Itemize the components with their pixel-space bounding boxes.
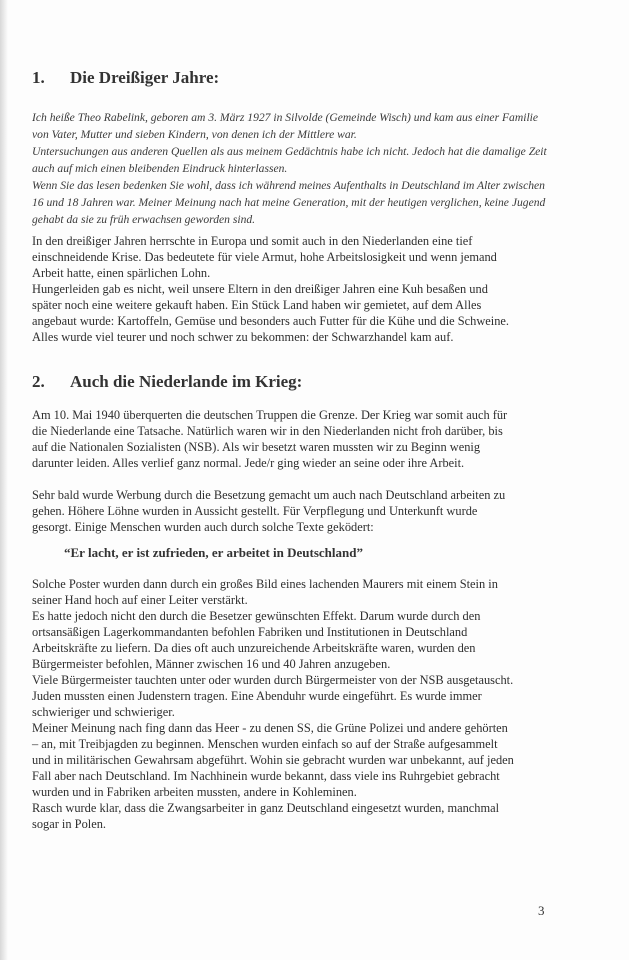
section-heading-2 xyxy=(32,372,302,392)
text-line: Fall aber nach Deutschland. Im Nachhinein wurde bekannt, dass viele ins Ruhrgebiet gebracht xyxy=(32,769,500,783)
text-line: Untersuchungen aus anderen Quellen als aus meinem Gedächtnis habe ich nicht. Jedoch hat die damalige Zeit xyxy=(32,145,547,158)
text-line: Es hatte jedoch nicht den durch die Besetzer gewünschten Effekt. Darum wurde durch den xyxy=(32,609,481,623)
text-line: und in militärischen Gewahrsam abgeführt. Wohin sie gebracht wurden war unbekannt, auf jeden xyxy=(32,753,514,767)
section-heading-1 xyxy=(32,68,219,88)
text-line: später noch eine weitere gekauft haben. Ein Stück Land haben wir gemietet, auf dem Alles xyxy=(32,298,482,312)
body-paragraph xyxy=(32,233,592,345)
body-paragraph xyxy=(32,407,592,471)
text-line: Wenn Sie das lesen bedenken Sie wohl, dass ich während meines Aufenthalts in Deutschland im Alter zwischen xyxy=(32,179,545,192)
intro-paragraph xyxy=(32,109,592,228)
text-line: Solche Poster wurden dann durch ein großes Bild eines lachenden Maurers mit einem Stein in xyxy=(32,577,498,591)
text-line: einschneidende Krise. Das bedeutete für viele Armut, hohe Arbeitslosigkeit und wenn jemand xyxy=(32,250,497,264)
text-line: auf die Nationalen Sozialisten (NSB). Als wir besetzt waren mussten wir zu Beginn wenig xyxy=(32,440,481,454)
text-line: Meiner Meinung nach fing dann das Heer - zu denen SS, die Grüne Polizei und andere gehörten xyxy=(32,721,508,735)
text-line: auch auf mich einen bleibenden Eindruck hinterlassen. xyxy=(32,162,288,175)
text-line: Bürgermeister befohlen, Männer zwischen 16 und 40 Jahren anzugeben. xyxy=(32,657,391,671)
page-edge-shadow xyxy=(0,0,8,960)
text-line: Alles wurde viel teurer und noch schwer zu bekommen: der Schwarzhandel kam auf. xyxy=(32,330,454,344)
text-line: Am 10. Mai 1940 überquerten die deutschen Truppen die Grenze. Der Krieg war somit auch für xyxy=(32,408,508,422)
page-number: 3 xyxy=(538,903,545,918)
text-line: schwieriger und schwieriger. xyxy=(32,705,175,719)
section-title: Auch die Niederlande im Krieg: xyxy=(70,372,303,391)
section-number: 2. xyxy=(32,372,45,391)
body-paragraph xyxy=(32,576,592,832)
text-line: gesorgt. Einige Menschen wurden auch durch solche Texte geködert: xyxy=(32,520,374,534)
propaganda-quote: “Er lacht, er ist zufrieden, er arbeitet in Deutschland” xyxy=(64,545,363,560)
text-line: wurden und in Fabriken arbeiten mussten, andere in Kohleminen. xyxy=(32,785,357,799)
text-line: Sehr bald wurde Werbung durch die Besetzung gemacht um auch nach Deutschland arbeiten zu xyxy=(32,488,506,502)
section-title: Die Dreißiger Jahre: xyxy=(70,68,220,87)
text-line: Arbeit hatte, einen spärlichen Lohn. xyxy=(32,266,211,280)
text-line: seiner Hand hoch auf einer Leiter verstärkt. xyxy=(32,593,248,607)
text-line: sogar in Polen. xyxy=(32,817,106,831)
text-line: ortsansäßigen Lagerkommandanten befohlen Fabriken und Institutionen in Deutschland xyxy=(32,625,468,639)
section-number: 1. xyxy=(32,68,45,87)
text-line: – an, mit Treibjagden zu beginnen. Menschen wurden einfach so auf der Straße aufgesammelt xyxy=(32,737,498,751)
text-line: angebaut wurde: Kartoffeln, Gemüse und besonders auch Futter für die Kühe und die Schweine. xyxy=(32,314,510,328)
body-paragraph xyxy=(32,487,592,535)
text-line: gehabt da sie zu früh erwachsen geworden sind. xyxy=(32,213,256,226)
text-line: Hungerleiden gab es nicht, weil unsere Eltern in den dreißiger Jahren eine Kuh besaßen und xyxy=(32,282,488,296)
text-line: Ich heiße Theo Rabelink, geboren am 3. März 1927 in Silvolde (Gemeinde Wisch) und kam aus einer Familie xyxy=(32,111,539,124)
text-line: In den dreißiger Jahren herrschte in Europa und somit auch in den Niederlanden eine tief xyxy=(32,234,473,248)
text-line: darunter leiden. Alles verlief ganz normal. Jede/r ging wieder an seine oder ihre Arbeit. xyxy=(32,456,465,470)
text-line: Juden mussten einen Judenstern tragen. Eine Abenduhr wurde eingeführt. Es wurde immer xyxy=(32,689,482,703)
text-line: Arbeitskräfte zu liefern. Da dies oft auch unzureichende Arbeitskräfte waren, wurden den xyxy=(32,641,476,655)
text-line: Viele Bürgermeister tauchten unter oder wurden durch Bürgermeister von der NSB ausgetauscht. xyxy=(32,673,514,687)
text-line: 16 und 18 Jahren war. Meiner Meinung nach hat meine Generation, mit der heutigen verglichen, keine Jugend xyxy=(32,196,546,209)
text-line: die Niederlande eine Tatsache. Natürlich waren wir in den Niederlanden nicht froh darüber, bis xyxy=(32,424,503,438)
text-line: von Vater, Mutter und sieben Kindern, von denen ich der Mittlere war. xyxy=(32,128,357,141)
text-line: gehen. Höhere Löhne wurden in Aussicht gestellt. Für Verpflegung und Unterkunft wurde xyxy=(32,504,478,518)
text-line: Rasch wurde klar, dass die Zwangsarbeiter in ganz Deutschland eingesetzt wurden, manchmal xyxy=(32,801,500,815)
